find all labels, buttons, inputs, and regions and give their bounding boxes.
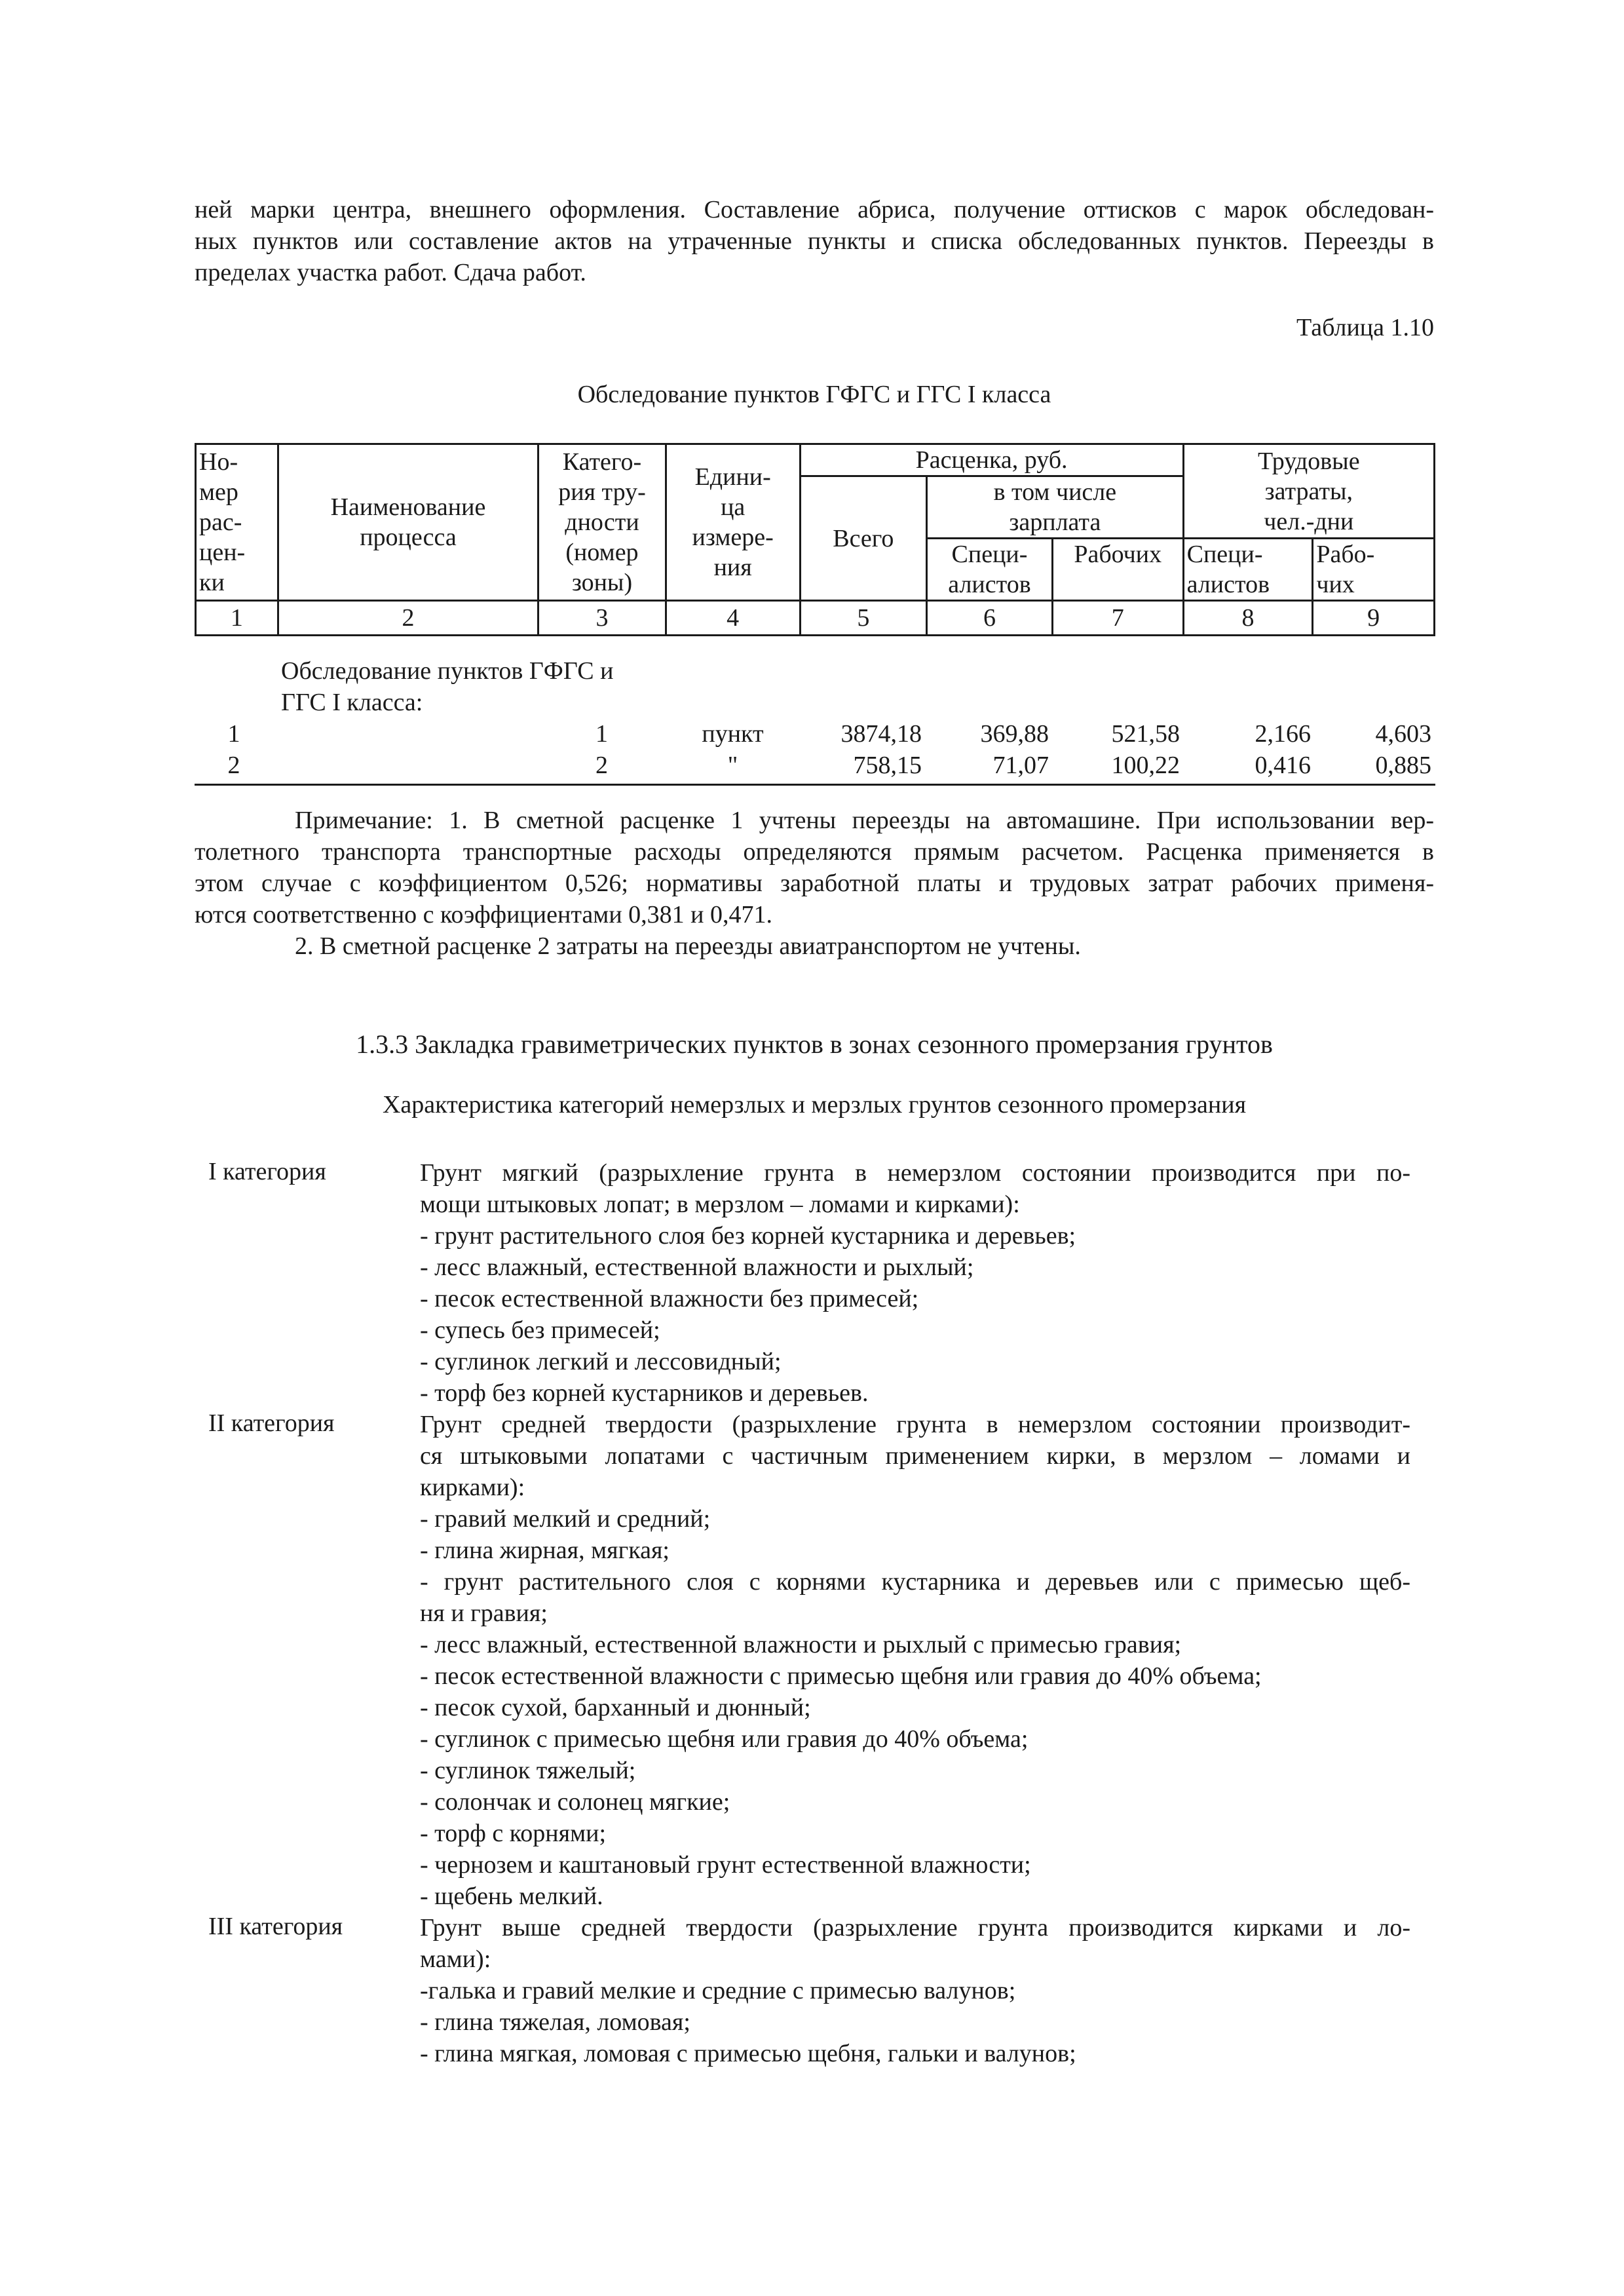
intro-line: ней марки центра, внешнего оформления. Составление абриса, получение оттисков с марок обследован- (195, 196, 1434, 223)
note-line: Примечание: 1. В сметной расценке 1 учтены переезды на автомашине. При использовании вер- (295, 807, 1434, 834)
header-name: Наименование процесса (278, 444, 538, 601)
col-number: 4 (666, 601, 800, 636)
category-line: -галька и гравий мелкие и средние с примесью валунов; (420, 1977, 1016, 2004)
row-category: 1 (595, 720, 608, 748)
category-line: - суглинок с примесью щебня или гравия до 40% объема; (420, 1725, 1029, 1753)
table-header (195, 443, 1435, 636)
header-labor: Трудовые затраты, чел.-дни (1183, 444, 1434, 539)
header-category: Катего- рия тру- дности (номер зоны) (538, 444, 666, 601)
col-number: 1 (196, 601, 278, 636)
col-number: 7 (1052, 601, 1183, 636)
category-line: кирками): (420, 1474, 525, 1501)
row-num: 1 (227, 720, 240, 748)
row-category: 2 (595, 752, 608, 779)
category-line: - глина жирная, мягкая; (420, 1537, 670, 1564)
category-line: - лесс влажный, естественной влажности и рыхлый; (420, 1253, 974, 1281)
category-line: - глина мягкая, ломовая с примесью щебня, гальки и валунов; (420, 2040, 1076, 2067)
header-unit: Едини- ца измере- ния (666, 444, 800, 601)
col-number: 5 (800, 601, 927, 636)
row-labor-spec: 2,166 (1255, 720, 1311, 748)
row-num: 2 (227, 752, 240, 779)
header-workers: Рабочих (1052, 539, 1183, 601)
category-line: - торф без корней кустарников и деревьев. (420, 1379, 869, 1407)
category-line: - суглинок легкий и лессовидный; (420, 1348, 782, 1375)
col-number: 8 (1183, 601, 1313, 636)
category-description (420, 1409, 1410, 1912)
header-labor-specialists: Специ- алистов (1183, 539, 1313, 601)
row-spec: 369,88 (980, 720, 1049, 748)
group-title: ГГС I класса: (281, 689, 423, 716)
row-labor-workers: 4,603 (1375, 720, 1431, 748)
category-line: - щебень мелкий. (420, 1883, 603, 1910)
category-description (420, 1912, 1410, 2069)
group-title: Обследование пунктов ГФГС и (281, 657, 614, 685)
category-line: - солончак и солонец мягкие; (420, 1788, 730, 1816)
category-line: Грунт мягкий (разрыхление грунта в немерзлом состоянии производится при по- (420, 1159, 1410, 1187)
row-spec: 71,07 (992, 752, 1049, 779)
col-number: 2 (278, 601, 538, 636)
row-workers: 100,22 (1111, 752, 1180, 779)
category-line: - чернозем и каштановый грунт естественной влажности; (420, 1851, 1031, 1879)
section-subheading: Характеристика категорий немерзлых и мерзлых грунтов сезонного промерзания (382, 1091, 1247, 1119)
row-total: 3874,18 (840, 720, 922, 748)
category-line: - торф с корнями; (420, 1820, 607, 1847)
header-total: Всего (800, 476, 927, 601)
header-specialists: Специ- алистов (927, 539, 1053, 601)
table-title: Обследование пунктов ГФГС и ГГС I класса (577, 381, 1051, 408)
category-label: III категория (208, 1913, 343, 1940)
col-number: 6 (927, 601, 1053, 636)
col-number: 3 (538, 601, 666, 636)
category-label: II категория (208, 1409, 335, 1437)
intro-line: пределах участка работ. Сдача работ. (195, 259, 586, 286)
category-line: Грунт средней твердости (разрыхление грунта в немерзлом состоянии производит- (420, 1411, 1410, 1438)
category-line: - песок естественной влажности без примесей; (420, 1285, 919, 1312)
note-line: этом случае с коэффициентом 0,526; нормативы заработной платы и трудовых затрат рабочих применя- (195, 870, 1434, 897)
header-rate: Расценка, руб. (800, 444, 1183, 476)
category-line: ня и гравия; (420, 1599, 548, 1627)
category-label: I категория (208, 1158, 326, 1185)
category-line: - грунт растительного слоя без корней кустарника и деревьев; (420, 1222, 1076, 1250)
table-note (195, 805, 1434, 962)
category-line: - супесь без примесей; (420, 1316, 660, 1344)
section-heading: 1.3.3 Закладка гравиметрических пунктов в зонах сезонного промерзания грунтов (356, 1029, 1273, 1059)
row-total: 758,15 (853, 752, 922, 779)
category-line: ся штыковыми лопатами с частичным применением кирки, в мерзлом – ломами и (420, 1442, 1410, 1470)
row-unit: пункт (702, 720, 764, 748)
row-unit: " (727, 752, 738, 779)
header-num: Но- мер рас- цен- ки (196, 444, 278, 601)
note-line: 2. В сметной расценке 2 затраты на переезды авиатранспортом не учтены. (295, 932, 1081, 960)
category-line: мами): (420, 1945, 491, 1973)
note-line: ются соответственно с коэффициентами 0,381 и 0,471. (195, 901, 772, 928)
category-line: - суглинок тяжелый; (420, 1757, 636, 1784)
header-labor-workers: Рабо- чих (1313, 539, 1435, 601)
col-number: 9 (1313, 601, 1435, 636)
category-line: - лесс влажный, естественной влажности и рыхлый с примесью гравия; (420, 1631, 1182, 1658)
intro-line: ных пунктов или составление актов на утраченные пункты и списка обследованных пунктов. Переезды в (195, 227, 1434, 255)
category-line: - глина тяжелая, ломовая; (420, 2008, 690, 2036)
category-line: - песок естественной влажности с примесью щебня или гравия до 40% объема; (420, 1662, 1262, 1690)
category-line: - гравий мелкий и средний; (420, 1505, 711, 1533)
intro-paragraph (195, 194, 1434, 288)
table-bottom-rule (195, 784, 1435, 786)
category-line: мощи штыковых лопат; в мерзлом – ломами и кирками): (420, 1191, 1020, 1218)
note-line: толетного транспорта транспортные расходы определяются прямым расчетом. Расценка применяется в (195, 838, 1434, 866)
category-line: - песок сухой, барханный и дюнный; (420, 1694, 811, 1721)
row-labor-spec: 0,416 (1255, 752, 1311, 779)
category-description (420, 1157, 1410, 1409)
row-labor-workers: 0,885 (1375, 752, 1431, 779)
header-including: в том числе зарплата (927, 476, 1184, 539)
category-line: Грунт выше средней твердости (разрыхление грунта производится кирками и ло- (420, 1914, 1410, 1942)
category-line: - грунт растительного слоя с корнями кустарника и деревьев или с примесью щеб- (420, 1568, 1410, 1596)
table-number: Таблица 1.10 (1296, 314, 1434, 341)
row-workers: 521,58 (1111, 720, 1180, 748)
